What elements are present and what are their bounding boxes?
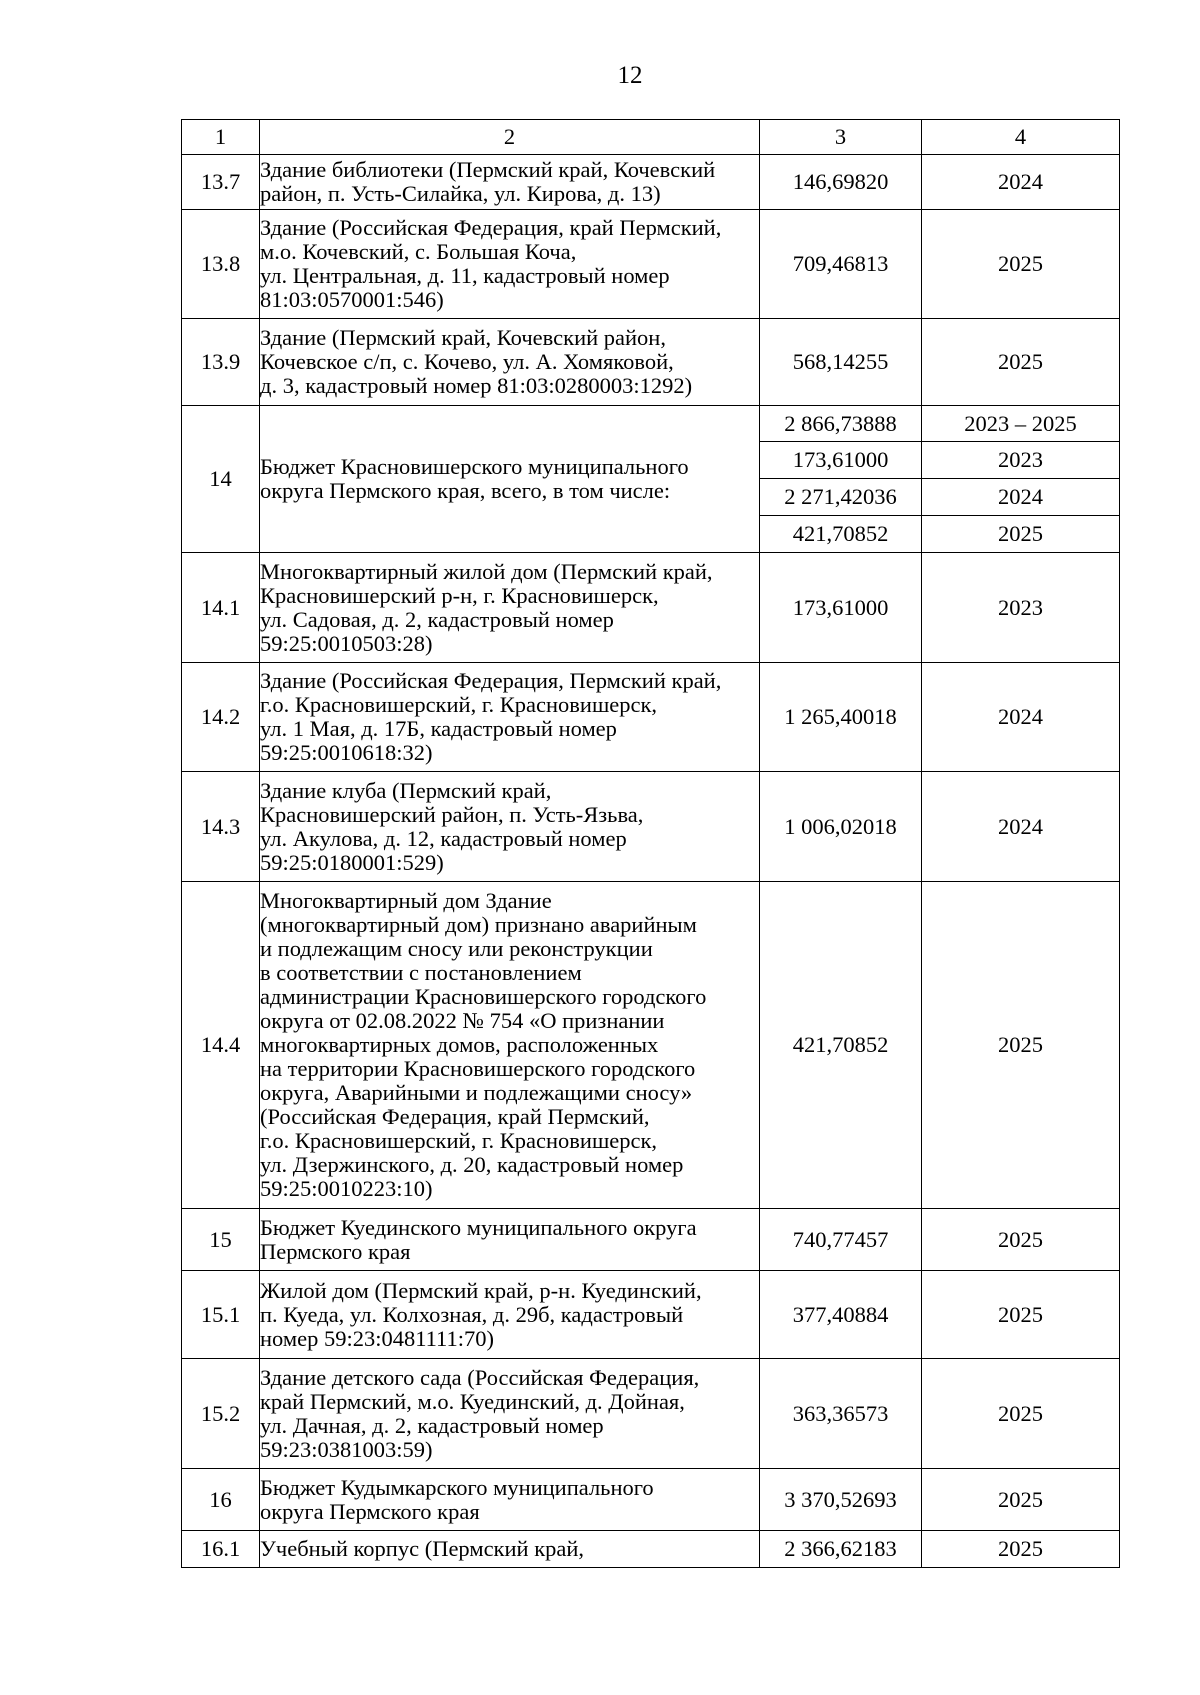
- name-line: номер 59:23:0481111:70): [260, 1325, 494, 1351]
- name-line: Пермского края: [260, 1238, 411, 1264]
- year: 2024: [922, 663, 1120, 772]
- name-line: 59:25:0010223:10): [260, 1176, 433, 1201]
- year: 2025: [922, 1531, 1120, 1568]
- object-name: [260, 319, 760, 406]
- object-name: [260, 406, 760, 553]
- table-row: [182, 882, 1120, 1209]
- row-number: 14.3: [182, 772, 260, 882]
- name-line: Красновишерский р-н, г. Красновишерск,: [260, 582, 659, 608]
- year: 2024: [922, 772, 1120, 882]
- name-line: 81:03:0570001:546): [260, 287, 444, 312]
- table-row: [182, 1469, 1120, 1531]
- row-number: 13.8: [182, 210, 260, 319]
- table-row: [182, 772, 1120, 882]
- name-line: округа Пермского края: [260, 1498, 480, 1524]
- table-row: [182, 319, 1120, 406]
- name-line: район, п. Усть-Силайка, ул. Кирова, д. 13): [260, 181, 661, 206]
- table-row: [182, 663, 1120, 772]
- amount: 146,69820: [760, 155, 922, 210]
- year: 2025: [922, 319, 1120, 406]
- name-line: п. Куеда, ул. Колхозная, д. 29б, кадастровый: [260, 1301, 684, 1327]
- object-name: [260, 210, 760, 319]
- amount: 377,40884: [760, 1271, 922, 1359]
- amount: 3 370,52693: [760, 1469, 922, 1531]
- row-number: 13.9: [182, 319, 260, 406]
- name-line: округа Пермского края, всего, в том числе:: [260, 478, 671, 503]
- table-row: [182, 553, 1120, 663]
- name-line: Здание (Российская Федерация, Пермский край,: [260, 668, 722, 693]
- amount: 709,46813: [760, 210, 922, 319]
- object-name: [260, 882, 760, 1209]
- amount: 2 271,42036: [760, 479, 922, 516]
- name-line: Здание (Пермский край, Кочевский район,: [260, 325, 666, 350]
- year: 2025: [922, 1469, 1120, 1531]
- name-line: и подлежащим сносу или реконструкции: [260, 936, 653, 961]
- amount: 1 006,02018: [760, 772, 922, 882]
- name-line: 59:25:0010618:32): [260, 740, 433, 765]
- table-row: [182, 1271, 1120, 1359]
- name-line: многоквартирных домов, расположенных: [260, 1032, 659, 1057]
- row-number: 15.1: [182, 1271, 260, 1359]
- row-number: 16: [182, 1469, 260, 1531]
- name-line: (Российская Федерация, край Пермский,: [260, 1104, 650, 1129]
- amount: 2 866,73888: [760, 406, 922, 442]
- name-line: ул. Дачная, д. 2, кадастровый номер: [260, 1412, 604, 1438]
- name-line: на территории Красновишерского городского: [260, 1056, 696, 1081]
- year: 2025: [922, 1271, 1120, 1359]
- name-line: ул. 1 Мая, д. 17Б, кадастровый номер: [260, 716, 617, 741]
- name-line: Красновишерский район, п. Усть-Язьва,: [260, 801, 644, 827]
- object-name: [260, 1531, 760, 1568]
- name-line: Многоквартирный дом Здание: [260, 888, 552, 913]
- table-row: [182, 1359, 1120, 1469]
- table-header-row: [182, 120, 1120, 155]
- row-number: 14: [182, 406, 260, 553]
- name-line: администрации Красновишерского городского: [260, 984, 707, 1009]
- amount: 173,61000: [760, 553, 922, 663]
- table-row: [182, 1531, 1120, 1568]
- name-line: г.о. Красновишерский, г. Красновишерск,: [260, 692, 658, 717]
- year: 2025: [922, 1359, 1120, 1469]
- year: 2023 – 2025: [922, 406, 1120, 442]
- year: 2023: [922, 553, 1120, 663]
- name-line: Здание клуба (Пермский край,: [260, 777, 552, 803]
- name-line: Бюджет Куединского муниципального округа: [260, 1214, 697, 1240]
- name-line: в соответствии с постановлением: [260, 960, 582, 985]
- object-name: [260, 663, 760, 772]
- object-name: [260, 1209, 760, 1271]
- funding-table: [181, 119, 1120, 1568]
- amount: 740,77457: [760, 1209, 922, 1271]
- year: 2023: [922, 442, 1120, 479]
- object-name: [260, 1271, 760, 1359]
- row-number: 16.1: [182, 1531, 260, 1568]
- name-line: Многоквартирный жилой дом (Пермский край,: [260, 558, 713, 584]
- year: 2024: [922, 479, 1120, 516]
- object-name: [260, 772, 760, 882]
- name-line: 59:23:0381003:59): [260, 1436, 433, 1462]
- name-line: Здание детского сада (Российская Федерация,: [260, 1364, 700, 1390]
- row-number: 15: [182, 1209, 260, 1271]
- amount: 363,36573: [760, 1359, 922, 1469]
- object-name: [260, 155, 760, 210]
- amount: 1 265,40018: [760, 663, 922, 772]
- row-number: 15.2: [182, 1359, 260, 1469]
- name-line: Здание (Российская Федерация, край Пермский,: [260, 215, 722, 240]
- name-line: 59:25:0180001:529): [260, 849, 444, 875]
- column-header: 2: [260, 120, 760, 155]
- name-line: ул. Садовая, д. 2, кадастровый номер: [260, 606, 614, 632]
- name-line: Бюджет Кудымкарского муниципального: [260, 1474, 654, 1500]
- name-line: ул. Акулова, д. 12, кадастровый номер: [260, 825, 627, 851]
- name-line: д. 3, кадастровый номер 81:03:0280003:1292): [260, 373, 693, 398]
- name-line: Здание библиотеки (Пермский край, Кочевский: [260, 157, 716, 182]
- name-line: округа от 02.08.2022 № 754 «О признании: [260, 1008, 665, 1033]
- column-header: 4: [922, 120, 1120, 155]
- row-number: 14.2: [182, 663, 260, 772]
- name-line: (многоквартирный дом) признано аварийным: [260, 912, 697, 937]
- year: 2024: [922, 155, 1120, 210]
- object-name: [260, 1469, 760, 1531]
- column-header: 1: [182, 120, 260, 155]
- amount: 2 366,62183: [760, 1531, 922, 1568]
- year: 2025: [922, 210, 1120, 319]
- name-line: Учебный корпус (Пермский край,: [260, 1536, 585, 1561]
- name-line: м.о. Кочевский, с. Большая Коча,: [260, 239, 577, 264]
- column-header: 3: [760, 120, 922, 155]
- year: 2025: [922, 882, 1120, 1209]
- row-number: 13.7: [182, 155, 260, 210]
- amount: 568,14255: [760, 319, 922, 406]
- name-line: Жилой дом (Пермский край, р-н. Куединский,: [260, 1277, 702, 1303]
- object-name: [260, 1359, 760, 1469]
- name-line: Бюджет Красновишерского муниципального: [260, 454, 689, 479]
- name-line: г.о. Красновишерский, г. Красновишерск,: [260, 1128, 658, 1153]
- name-line: 59:25:0010503:28): [260, 630, 433, 656]
- page-number: 12: [617, 62, 643, 89]
- name-line: край Пермский, м.о. Куединский, д. Дойная,: [260, 1388, 685, 1414]
- amount: 421,70852: [760, 882, 922, 1209]
- amount: 421,70852: [760, 516, 922, 553]
- table-row: [182, 1209, 1120, 1271]
- name-line: ул. Центральная, д. 11, кадастровый номер: [260, 263, 670, 288]
- year: 2025: [922, 516, 1120, 553]
- name-line: округа, Аварийными и подлежащими сносу»: [260, 1080, 693, 1105]
- table-row: [182, 155, 1120, 210]
- year: 2025: [922, 1209, 1120, 1271]
- row-number: 14.4: [182, 882, 260, 1209]
- name-line: ул. Дзержинского, д. 20, кадастровый номер: [260, 1152, 684, 1177]
- name-line: Кочевское с/п, с. Кочево, ул. А. Хомяковой,: [260, 349, 674, 374]
- table-row: [182, 406, 1120, 442]
- table-row: [182, 210, 1120, 319]
- amount: 173,61000: [760, 442, 922, 479]
- object-name: [260, 553, 760, 663]
- row-number: 14.1: [182, 553, 260, 663]
